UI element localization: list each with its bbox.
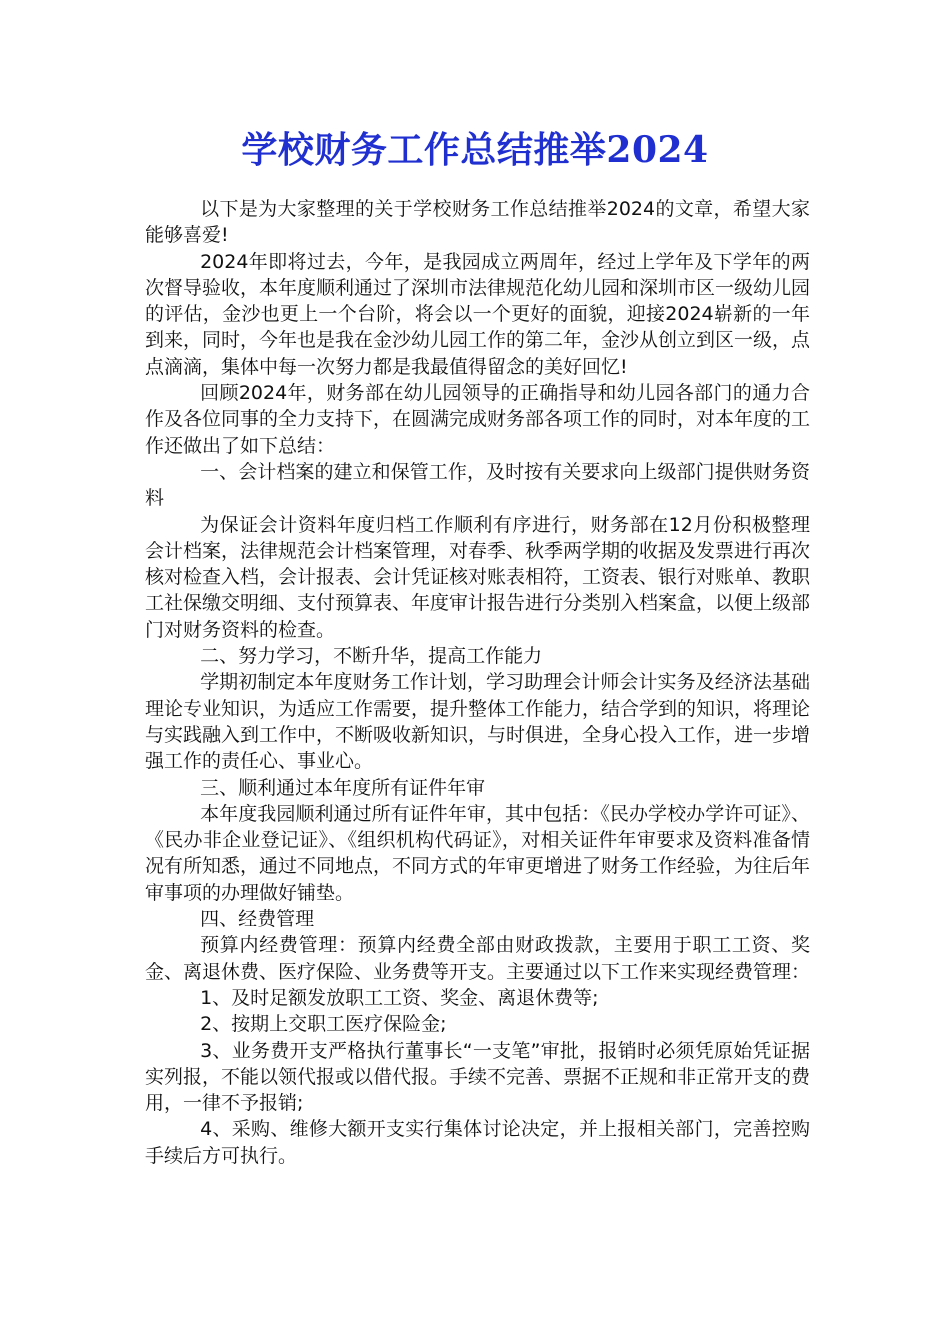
- paragraph-intro: 以下是为大家整理的关于学校财务工作总结推举2024的文章，希望大家能够喜爱!: [145, 198, 810, 247]
- section-heading-1: 一、会计档案的建立和保管工作，及时按有关要求向上级部门提供财务资料: [145, 460, 810, 510]
- section-heading-2: 二、努力学习，不断升华，提高工作能力: [200, 645, 543, 668]
- document-title: 学校财务工作总结推举2024: [241, 129, 709, 171]
- list-item-4: 4、采购、维修大额开支实行集体讨论决定，并上报相关部门，完善控购手续后方可执行。: [145, 1118, 810, 1167]
- list-item-1: 1、及时足额发放职工工资、奖金、离退休费等;: [200, 986, 599, 1009]
- paragraph-budget: 预算内经费管理：预算内经费全部由财政拨款，主要用于职工工资、奖金、离退休费、医疗保险、业务费等开支。主要通过以下工作来实现经费管理：: [145, 934, 811, 983]
- list-item-2: 2、按期上交职工医疗保险金;: [200, 1013, 447, 1036]
- paragraph-annual-review: 本年度我园顺利通过所有证件年审，其中包括：《民办学校办学许可证》、《民办非企业登记证》、《组织机构代码证》，对相关证件年审要求及资料准备情况有所知悉，通过不同地点，不同方式的年审更增进了财务工作经验，为往后年审事项的办理做好铺垫。: [145, 802, 811, 904]
- paragraph-summary-lead: 回顾2024年，财务部在幼儿园领导的正确指导和幼儿园各部门的通力合作及各位同事的全力支持下，在圆满完成财务部各项工作的同时，对本年度的工作还做出了如下总结：: [145, 382, 811, 457]
- paragraph-year-review: 2024年即将过去，今年，是我园成立两周年，经过上学年及下学年的两次督导验收，本年度顺利通过了深圳市法律规范化幼儿园和深圳市区一级幼儿园的评估，金沙也更上一个台阶，将会以一个更好的面貌，迎接2024崭新的一年到来，同时，今年也是我在金沙幼儿园工作的第二年，金沙从创立到区一级，点点滴滴，集体中每一次努力都是我最值得留念的美好回忆!: [145, 250, 811, 378]
- section-heading-3: 三、顺利通过本年度所有证件年审: [200, 776, 486, 799]
- section-heading-4: 四、经费管理: [200, 908, 315, 931]
- list-item-3: 3、业务费开支严格执行董事长“一支笔”审批，报销时必须凭原始凭证据实列报，不能以领代报或以借代报。手续不完善、票据不正规和非正常开支的费用，一律不予报销;: [145, 1039, 811, 1115]
- paragraph-accounting-archives: 为保证会计资料年度归档工作顺利有序进行，财务部在12月份积极整理会计档案，法律规范会计档案管理，对春季、秋季两学期的收据及发票进行再次核对检查入档，会计报表、会计凭证核对账表相符，工资表、银行对账单、教职工社保缴交明细、支付预算表、年度审计报告进行分类别入档案盒，以便上级部门对财务资料的检查。: [145, 513, 811, 641]
- paragraph-study: 学期初制定本年度财务工作计划，学习助理会计师会计实务及经济法基础理论专业知识，为适应工作需要，提升整体工作能力，结合学到的知识，将理论与实践融入到工作中，不断吸收新知识，与时俱进，全身心投入工作，进一步增强工作的责任心、事业心。: [145, 671, 811, 773]
- document-body: [145, 196, 810, 1169]
